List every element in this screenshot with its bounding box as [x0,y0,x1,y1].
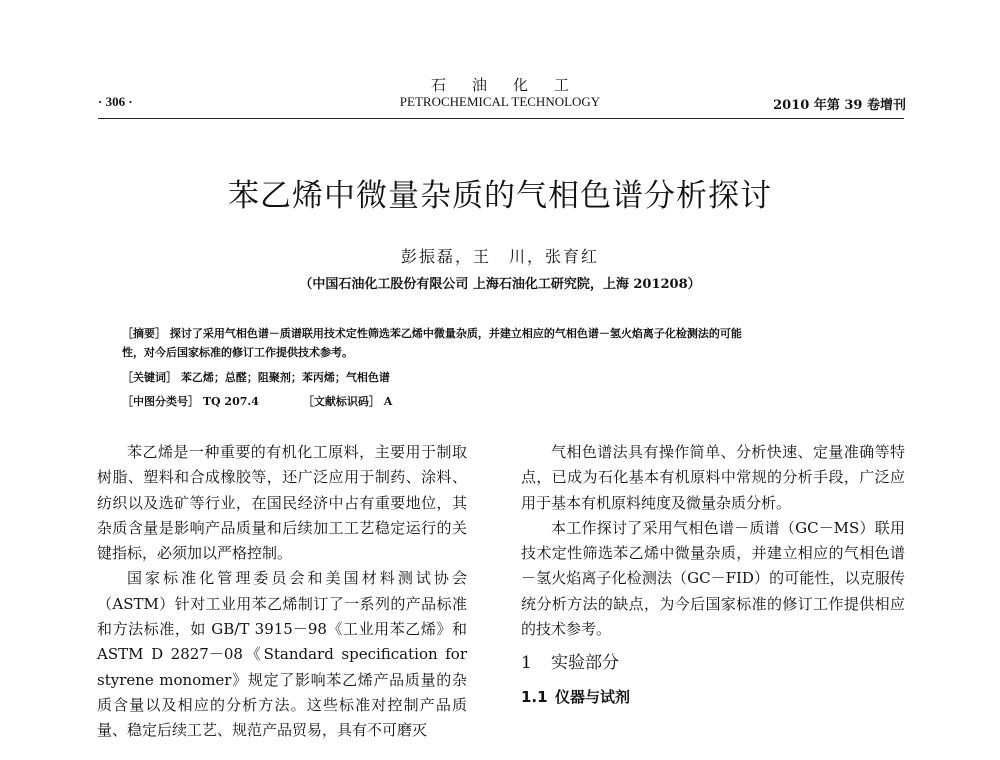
subsection-heading [521,685,905,710]
body-paragraph: 本工作探讨了采用气相色谱－质谱（GC－MS）联用技术定性筛选苯乙烯中微量杂质，并建立相应的气相色谱－氢火焰离子化检测法（GC－FID）的可能性，以克服传统分析方法的缺点，为今后国家标准的修订工作提供相应的技术参考。 [521,518,905,639]
abstract-line-1: ［摘要］ 探讨了采用气相色谱－质谱联用技术定性筛选苯乙烯中微量杂质，并建立相应的气相色谱－氢火焰离子化检测法的可能 [122,327,742,340]
article-title: 苯乙烯中微量杂质的气相色谱分析探讨 [228,178,772,214]
journal-name-chinese: 石油化工 [430,76,595,94]
subsection-title: 仪器与试剂 [555,687,631,706]
body-paragraph: 苯乙烯是一种重要的有机化工原料，主要用于制取树脂、塑料和合成橡胶等，还广泛应用于制药、涂料、纺织以及选矿等行业，在国民经济中占有重要地位，其杂质含量是影响产品质量和后续加工工艺稳定运行的关键指标，必须加以严格控制。 [97,443,467,563]
section-number: 1 [521,653,532,674]
body-column-left [97,440,467,744]
journal-name-english: PETROCHEMICAL TECHNOLOGY [399,94,601,109]
document-code: ［文献标识码］ A [302,395,393,408]
section-heading [521,651,905,676]
body-paragraph: 国家标准化管理委员会和美国材料测试协会（ASTM）针对工业用苯乙烯制订了一系列的产品标准和方法标准，如 GB/T 3915－98《工业用苯乙烯》和 ASTM D 2827－08《Standard specification for styrene monomer》规定了影响苯乙烯产品质量的杂质含量以及相应的分析方法。这些标准对控制产品质量、稳定后续工艺、规范产品贸易，具有不可磨灭 [97,569,467,740]
body-paragraph: 气相色谱法具有操作简单、分析快速、定量准确等特点，已成为石化基本有机原料中常规的分析手段，广泛应用于基本有机原料纯度及微量杂质分析。 [521,443,905,512]
section-title: 实验部分 [551,653,619,674]
body-column-right [521,440,905,710]
subsection-number: 1.1 [521,687,548,706]
author-affiliation: （中国石油化工股份有限公司 上海石油化工研究院，上海 201208） [299,277,701,292]
keywords: ［关键词］ 苯乙烯；总醛；阻聚剂；苯丙烯；气相色谱 [122,371,390,384]
issue-info: 2010 年第 39 卷增刊 [773,98,906,113]
article-authors: 彭振磊，王 川，张育红 [400,247,599,266]
page-number: · 306 · [98,94,133,109]
abstract-line-2: 性，对今后国家标准的修订工作提供技术参考。 [122,346,353,359]
header-rule [98,118,904,119]
classification-line [122,393,392,410]
clc-number: ［中图分类号］ TQ 207.4 [122,395,259,408]
